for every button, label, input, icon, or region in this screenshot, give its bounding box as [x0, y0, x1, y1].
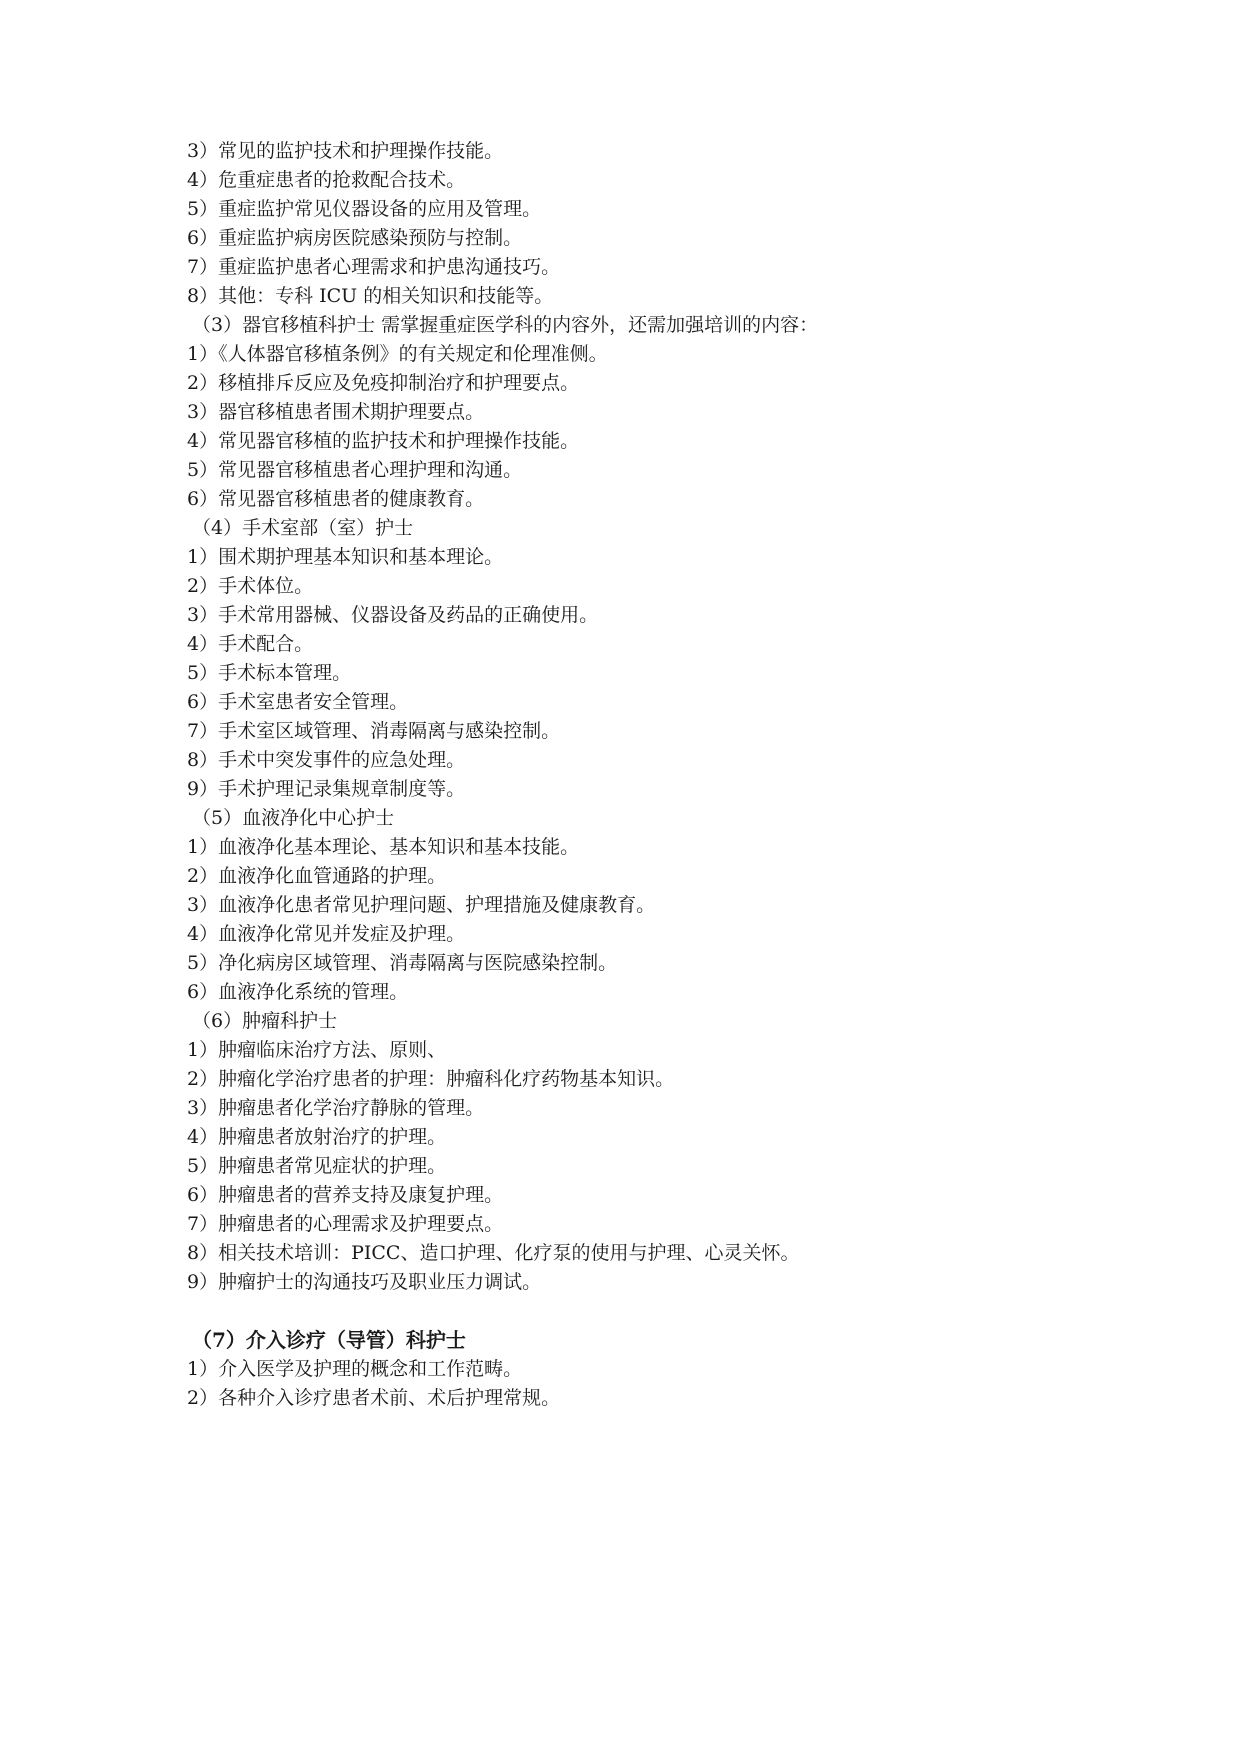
- list-item: 8）手术中突发事件的应急处理。: [187, 749, 466, 771]
- list-item: 3）手术常用器械、仪器设备及药品的正确使用。: [187, 604, 599, 626]
- list-item: 4）危重症患者的抢救配合技术。: [187, 169, 466, 191]
- list-item: 5）肿瘤患者常见症状的护理。: [187, 1155, 447, 1177]
- list-item: 1）血液净化基本理论、基本知识和基本技能。: [187, 836, 580, 858]
- list-item: 5）手术标本管理。: [187, 662, 352, 684]
- list-item: 2）血液净化血管通路的护理。: [187, 865, 447, 887]
- list-item: 7）手术室区域管理、消毒隔离与感染控制。: [187, 720, 561, 742]
- list-item: 6）手术室患者安全管理。: [187, 691, 409, 713]
- list-item: 6）常见器官移植患者的健康教育。: [187, 488, 485, 510]
- list-item: 1）围术期护理基本知识和基本理论。: [187, 546, 504, 568]
- list-item: 7）肿瘤患者的心理需求及护理要点。: [187, 1213, 504, 1235]
- section-heading: （4）手术室部（室）护士: [192, 517, 414, 539]
- list-item: 2）手术体位。: [187, 575, 314, 597]
- list-item: 4）血液净化常见并发症及护理。: [187, 923, 466, 945]
- list-item: 3）常见的监护技术和护理操作技能。: [187, 140, 504, 162]
- list-item: 5）净化病房区域管理、消毒隔离与医院感染控制。: [187, 952, 618, 974]
- list-item: 3）肿瘤患者化学治疗静脉的管理。: [187, 1097, 485, 1119]
- section-heading: （6）肿瘤科护士: [192, 1010, 338, 1032]
- list-item: 5）重症监护常见仪器设备的应用及管理。: [187, 198, 542, 220]
- list-item: 4）常见器官移植的监护技术和护理操作技能。: [187, 430, 580, 452]
- list-item: 3）血液净化患者常见护理问题、护理措施及健康教育。: [187, 894, 656, 916]
- list-item: 6）血液净化系统的管理。: [187, 981, 409, 1003]
- section-heading: （7）介入诊疗（导管）科护士: [192, 1328, 466, 1352]
- list-item: 8）相关技术培训：PICC、造口护理、化疗泵的使用与护理、心灵关怀。: [187, 1242, 800, 1264]
- list-item: 6）重症监护病房医院感染预防与控制。: [187, 227, 523, 249]
- list-item: 9）肿瘤护士的沟通技巧及职业压力调试。: [187, 1271, 542, 1293]
- list-item: 2）肿瘤化学治疗患者的护理：肿瘤科化疗药物基本知识。: [187, 1068, 675, 1090]
- list-item: 7）重症监护患者心理需求和护患沟通技巧。: [187, 256, 561, 278]
- list-item: 2）移植排斥反应及免疫抑制治疗和护理要点。: [187, 372, 580, 394]
- list-item: 4）手术配合。: [187, 633, 314, 655]
- list-item: 4）肿瘤患者放射治疗的护理。: [187, 1126, 447, 1148]
- list-item: 9）手术护理记录集规章制度等。: [187, 778, 466, 800]
- section-heading: （3）器官移植科护士 需掌握重症医学科的内容外，还需加强培训的内容：: [192, 314, 819, 336]
- section-heading: （5）血液净化中心护士: [192, 807, 395, 829]
- list-item: 3）器官移植患者围术期护理要点。: [187, 401, 485, 423]
- list-item: 8）其他：专科 ICU 的相关知识和技能等。: [187, 285, 554, 307]
- list-item: 2）各种介入诊疗患者术前、术后护理常规。: [187, 1387, 561, 1409]
- list-item: 1）介入医学及护理的概念和工作范畴。: [187, 1358, 523, 1380]
- list-item: 1）《人体器官移植条例》的有关规定和伦理准侧。: [187, 343, 608, 365]
- list-item: 6）肿瘤患者的营养支持及康复护理。: [187, 1184, 504, 1206]
- list-item: 5）常见器官移植患者心理护理和沟通。: [187, 459, 523, 481]
- list-item: 1）肿瘤临床治疗方法、原则、: [187, 1039, 447, 1061]
